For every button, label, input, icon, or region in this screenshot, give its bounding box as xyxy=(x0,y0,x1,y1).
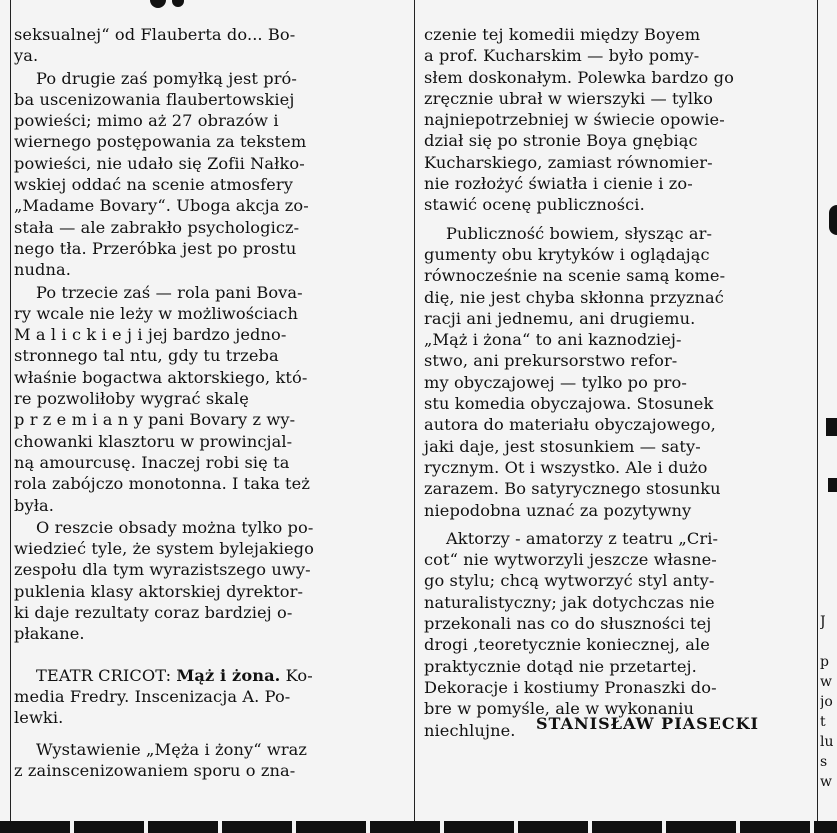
paragraph-continuation: czenie tej komedii między Boyem a prof. Kucharskim — było pomy- słem doskonałym. Polewka bardzo go zręcznie ubrał w wierszyki — tylko najniepotrzebniej w świecie opowie- dział się po stronie Boya gnębiąc Kucharskiego, zamiast równomier- nie rozłożyć światła i cienie i zo- stawić ocenę publiczności. xyxy=(424,25,734,215)
theatre-name: TEATR CRICOT: xyxy=(36,665,172,685)
edge-letter: t xyxy=(820,714,826,730)
paragraph-audience: Publiczność bowiem, słysząc ar- gumenty obu krytyków i oglądając równocześnie na scenie samą kome- dię, nie jest chyba skłonna przyznać racji ani jednemu, ani drugiemu. „Mąż i żona“ to ani kaznodziej- stwo, ani prekursorstwo refor- my obyczajowej — tylko po pro- stu komedia obyczajowa. Stosunek autora do materiału obyczajowego, jaki daje, jest stosunkiem — saty- rycznym. Ot i wszystko. Ale i dużo zarazem. Bo satyrycznego stosunku niepodobna uznać za pozytywny xyxy=(424,223,726,520)
adjacent-column-fragment xyxy=(820,612,837,792)
play-details: Ko- media Fredry. Inscenizacja A. Po- lewki. xyxy=(14,665,313,728)
paragraph-actors: Aktorzy - amatorzy z teatru „Cri- cot“ nie wytworzyli jeszcze własne- go stylu; chcą wytworzyć styl anty- naturalistyczny; jak dotychczas nie przekonali nas co do słuszności tej drogi ,teoretycznie koniecznej, ale praktycznie dotąd nie przetartej. Dekoracje i kostiumy Pronaszki do- bre w pomyśle, ale w wykonaniu niechlujne. xyxy=(424,528,719,740)
article-column-right xyxy=(424,24,812,741)
edge-letter: w xyxy=(820,774,832,790)
ink-mark-top-left xyxy=(150,0,166,8)
paragraph-1: seksualnej“ od Flauberta do... Bo- ya. xyxy=(14,25,296,66)
column-rule-left xyxy=(10,0,11,822)
author-signature: STANISŁAW PIASECKI xyxy=(536,714,759,733)
edge-letter xyxy=(820,632,837,652)
paragraph-4: O reszcie obsady można tylko po- wiedzieć tyle, że system bylejakiego zespołu dla tym wyrazistszego uwy- puklenia klasy aktorskiej dyrektor- ki daje rezultaty coraz bardziej o- płakane. xyxy=(14,517,314,644)
review-heading xyxy=(14,665,406,729)
edge-letter: s xyxy=(820,754,828,770)
bottom-border-rule xyxy=(0,821,837,833)
edge-letter: p xyxy=(820,654,829,670)
edge-letter: w xyxy=(820,674,832,690)
ink-mark-right-edge-3 xyxy=(828,478,837,492)
edge-letter: jo xyxy=(820,694,833,710)
article-column-left xyxy=(14,24,406,781)
column-rule-right xyxy=(817,0,818,822)
play-title: Mąż i żona. xyxy=(176,665,281,685)
column-rule-middle xyxy=(414,0,415,822)
paragraph-3: Po trzecie zaś — rola pani Bova- ry wcale nie leży w możliwościach M a l i c k i e j i jej bardzo jedno- stronnego tal ntu, gdy tu trzeba właśnie bogactwa aktorskiego, któ- re pozwoliłoby wygrać skalę p r z e m i a n y pani Bovary z wy- chowanki klasztoru w prowincjal- ną amourcusę. Inaczej robi się ta rola zabójczo monotonna. I taka też była. xyxy=(14,282,310,515)
edge-letter: lu xyxy=(820,734,834,750)
edge-letter: J xyxy=(820,614,826,630)
paragraph-2: Po drugie zaś pomyłką jest pró- ba uscenizowania flaubertowskiej powieści; mimo aż 27 obrazów i wiernego postępowania za tekstem powieści, nie udało się Zofii Nałko- wskiej oddać na scenie atmosfery „Madame Bovary“. Uboga akcja zo- stała — ale zabrakło psychologicz- nego tła. Przeróbka jest po prostu nudna. xyxy=(14,68,309,280)
paragraph-5: Wystawienie „Męża i żony“ wraz z zainscenizowaniem sporu o zna- xyxy=(14,739,308,780)
ink-mark-top-left-2 xyxy=(172,0,184,7)
ink-mark-right-edge-2 xyxy=(826,418,837,436)
ink-mark-right-edge xyxy=(829,205,837,235)
